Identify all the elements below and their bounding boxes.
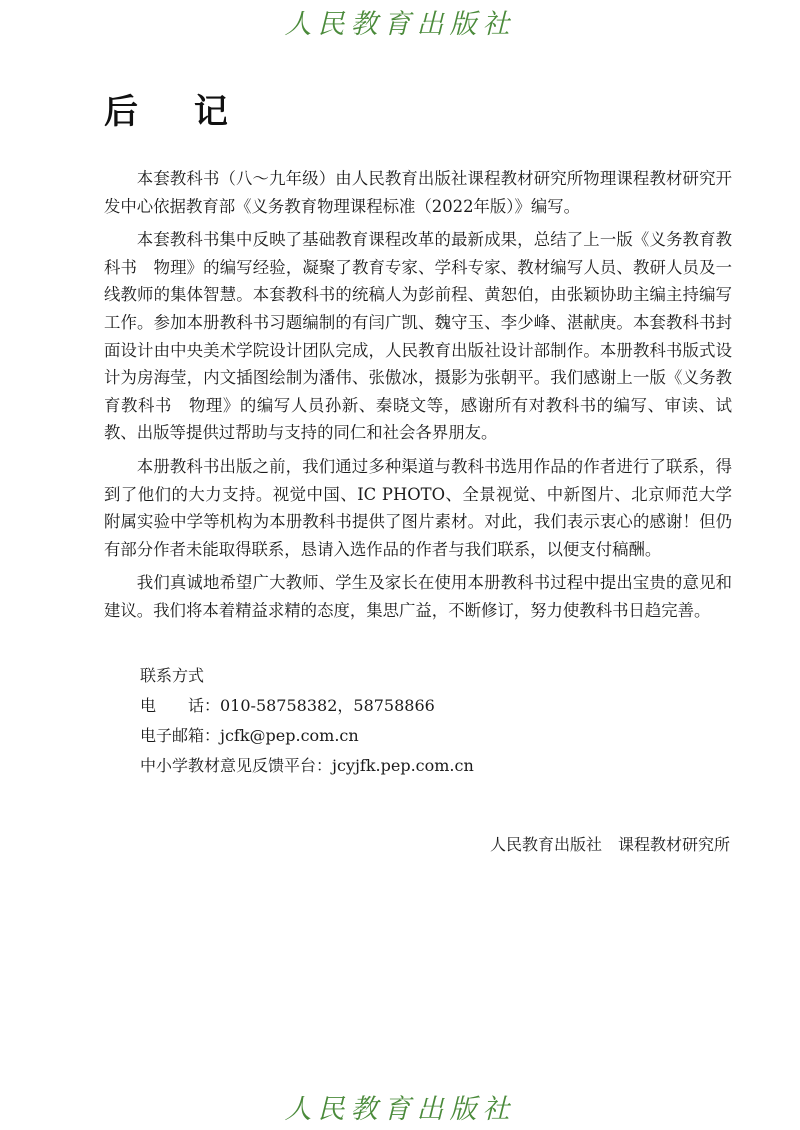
contact-feedback: 中小学教材意见反馈平台：jcyjfk.pep.com.cn (140, 756, 474, 775)
contact-email: 电子邮箱：jcfk@pep.com.cn (140, 726, 359, 745)
publisher-logo-top: 人民教育出版社 (284, 9, 516, 40)
page-title: 后 记 (104, 92, 250, 132)
paragraph-3: 本册教科书出版之前，我们通过多种渠道与教科书选用作品的作者进行了联系，得到了他们的大力支持。视觉中国、IC PHOTO、全景视觉、中新图片、北京师范大学附属实验中学等机构为本册教科书提供了图片素材。对此，我们表示衷心的感谢！但仍有部分作者未能取得联系，恳请入选作品的作者与我们联系，以便支付稿酬。 (104, 456, 732, 559)
publisher-logo-bottom: 人民教育出版社 (284, 1094, 516, 1125)
paragraph-4: 我们真诚地希望广大教师、学生及家长在使用本册教科书过程中提出宝贵的意见和建议。我们将本着精益求精的态度，集思广益，不断修订，努力使教科书日趋完善。 (104, 573, 732, 620)
afterword-body (104, 165, 732, 631)
paragraph-1: 本套教科书（八～九年级）由人民教育出版社课程教材研究所物理课程教材研究开发中心依据教育部《义务教育物理课程标准（2022年版）》编写。 (104, 169, 732, 216)
contact-heading: 联系方式 (140, 666, 205, 685)
contact-phone: 电 话：010-58758382，58758866 (140, 696, 435, 715)
signature: 人民教育出版社 课程教材研究所 (489, 835, 730, 854)
paragraph-2: 本套教科书集中反映了基础教育课程改革的最新成果，总结了上一版《义务教育教科书 物理》的编写经验，凝聚了教育专家、学科专家、教材编写人员、教研人员及一线教师的集体智慧。本套教科书的统稿人为彭前程、黄恕伯，由张颖协助主编主持编写工作。参加本册教科书习题编制的有闫广凯、魏守玉、李少峰、湛献庚。本套教科书封面设计由中央美术学院设计团队完成，人民教育出版社设计部制作。本册教科书版式设计为房海莹，内文插图绘制为潘伟、张傲冰，摄影为张朝平。我们感谢上一版《义务教育教科书 物理》的编写人员孙新、秦晓文等，感谢所有对教科书的编写、审读、试教、出版等提供过帮助与支持的同仁和社会各界朋友。 (104, 230, 732, 443)
contact-section (140, 661, 474, 781)
